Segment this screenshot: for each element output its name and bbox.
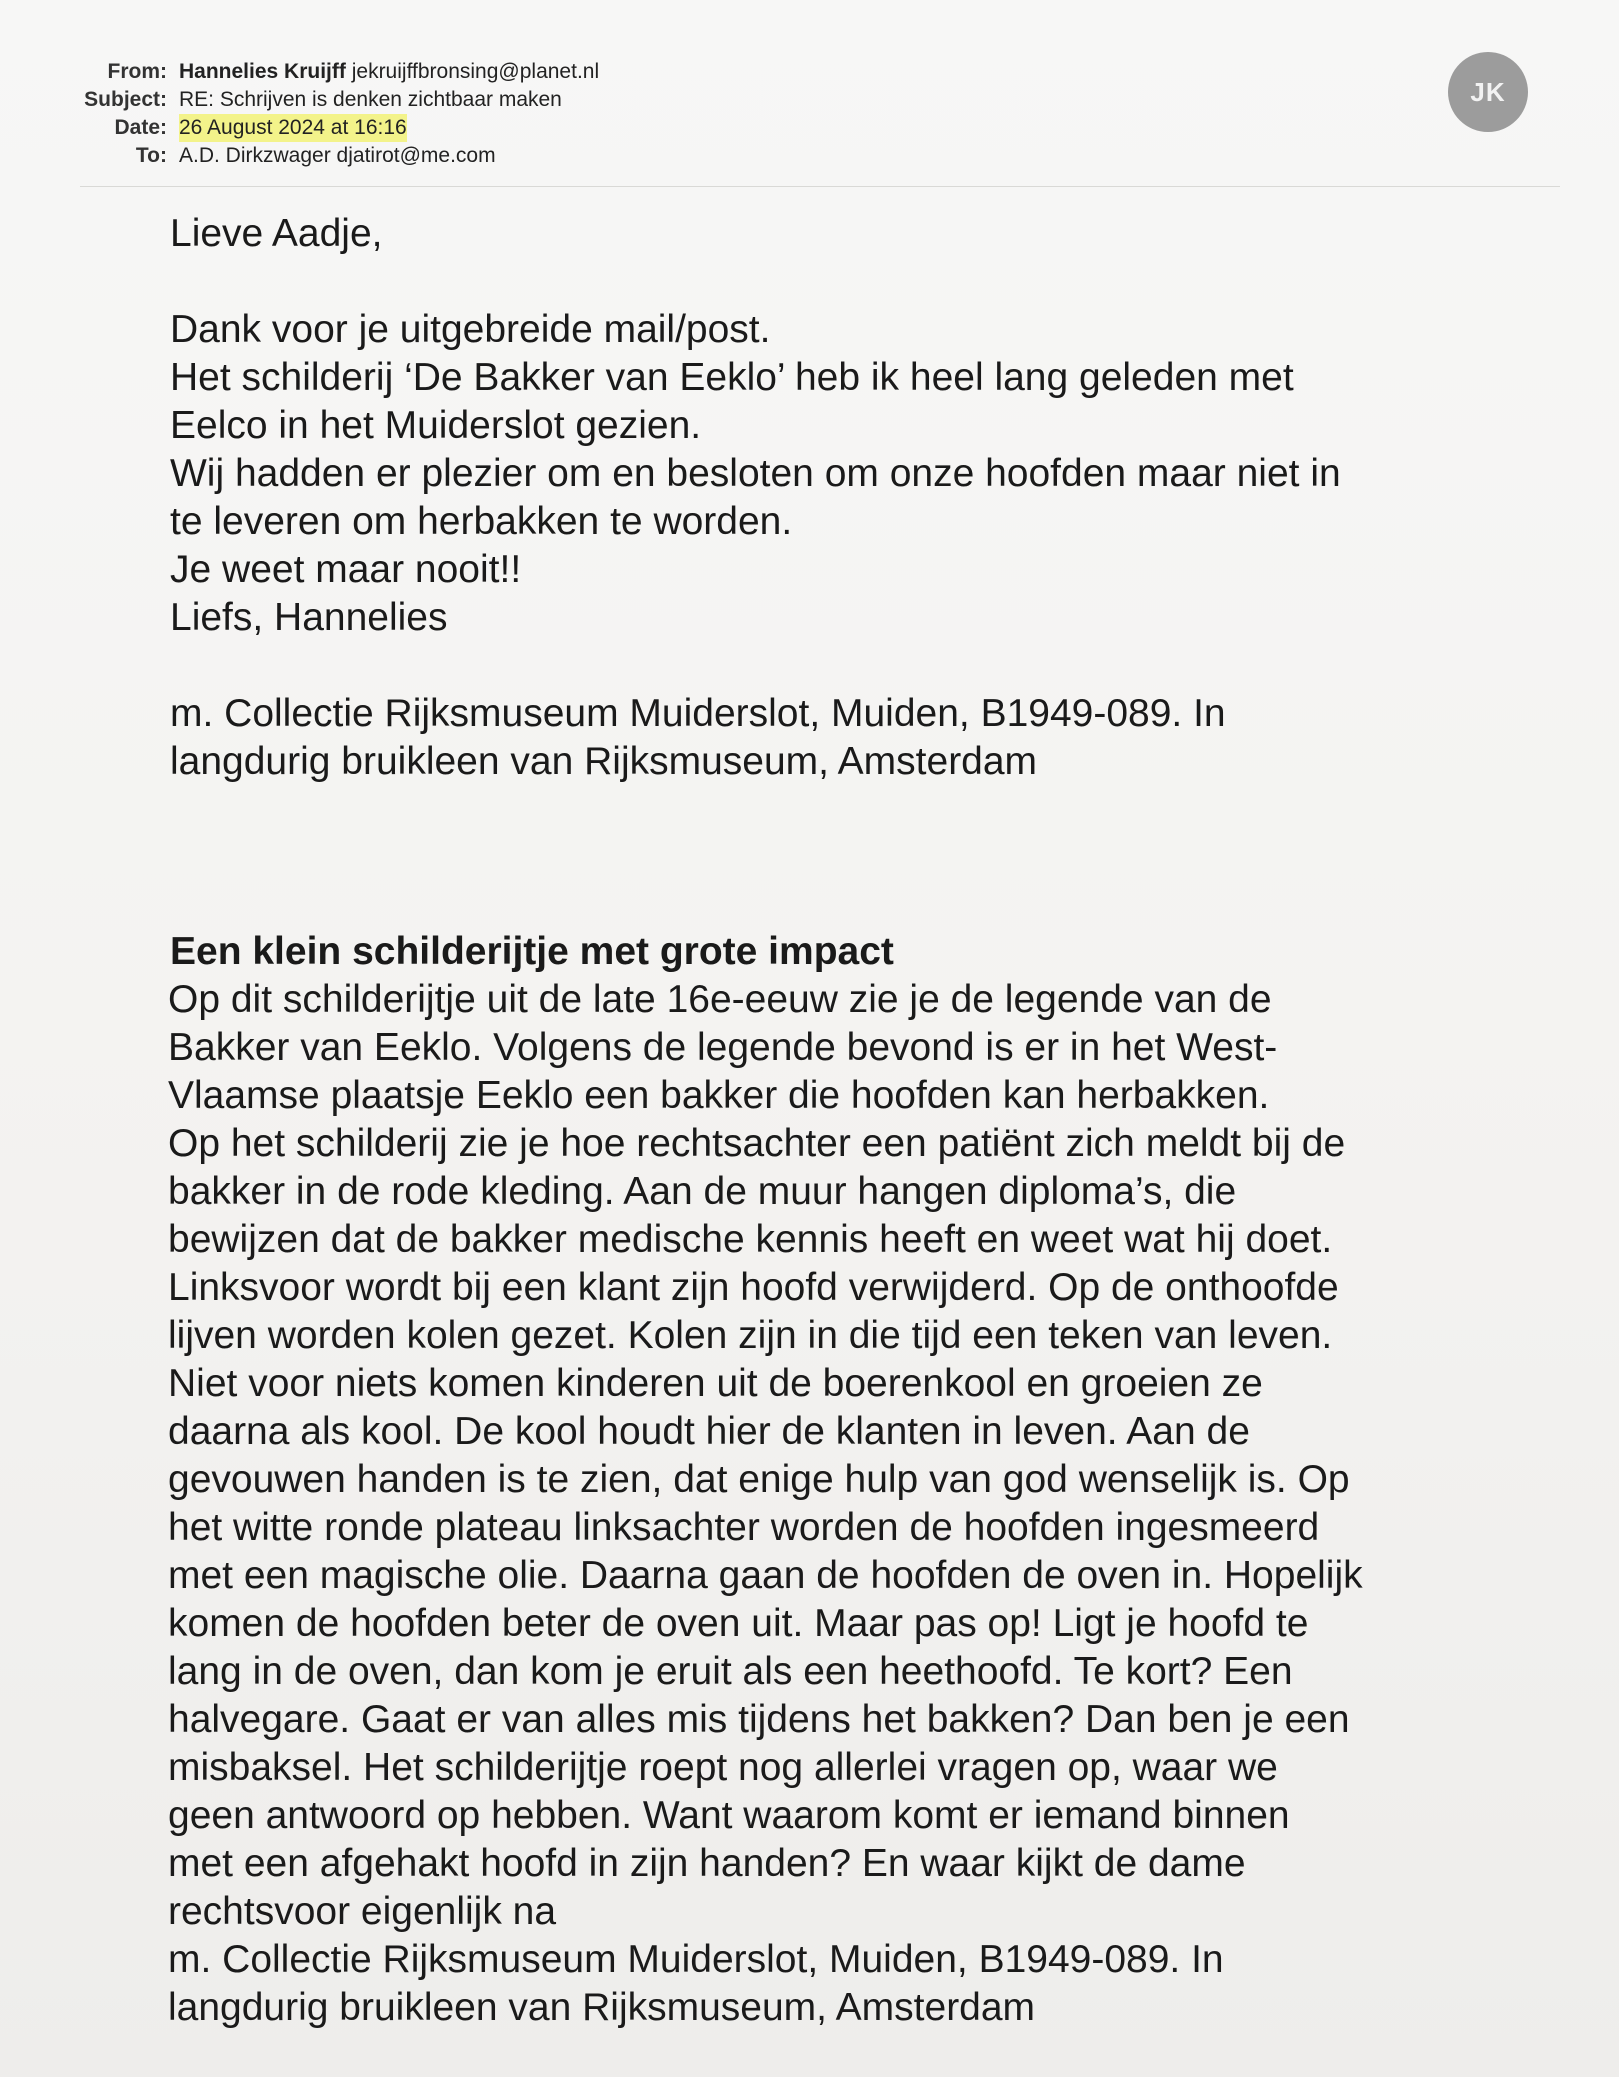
date-label: Date: [114, 116, 167, 139]
article-line: halvegare. Gaat er van alles mis tijdens het bakken? Dan ben je een [168, 1698, 1350, 1741]
article-line: daarna als kool. De kool houdt hier de klanten in leven. Aan de [168, 1410, 1250, 1453]
subject-row [0, 86, 760, 114]
subject-value: RE: Schrijven is denken zichtbaar maken [179, 88, 562, 111]
article-line: geen antwoord op hebben. Want waarom komt er iemand binnen [168, 1794, 1290, 1837]
subject-label: Subject: [84, 88, 167, 111]
header-divider [80, 186, 1560, 187]
article-line: Op het schilderij zie je hoe rechtsachter een patiënt zich meldt bij de [168, 1122, 1346, 1165]
from-label: From: [107, 60, 167, 83]
article-line: Niet voor niets komen kinderen uit de boerenkool en groeien ze [168, 1362, 1263, 1405]
article-heading: Een klein schilderijtje met grote impact [170, 930, 894, 973]
article-line: met een magische olie. Daarna gaan de hoofden de oven in. Hopelijk [168, 1554, 1363, 1597]
reply-line: Wij hadden er plezier om en besloten om onze hoofden maar niet in [170, 452, 1341, 495]
to-row [0, 142, 760, 170]
article-line: het witte ronde plateau linksachter worden de hoofden ingesmeerd [168, 1506, 1320, 1549]
reply-line: Eelco in het Muiderslot gezien. [170, 404, 702, 447]
article-line: misbaksel. Het schilderijtje roept nog allerlei vragen op, waar we [168, 1746, 1278, 1789]
email-header [0, 58, 760, 170]
from-row [0, 58, 760, 86]
date-value: 26 August 2024 at 16:16 [179, 114, 407, 142]
to-email: djatirot@me.com [336, 144, 496, 167]
email-body [170, 210, 1570, 2032]
article-line: Bakker van Eeklo. Volgens de legende bevond is er in het West- [168, 1026, 1278, 1069]
date-row [0, 114, 760, 142]
article-line: Op dit schilderijtje uit de late 16e-eeuw zie je de legende van de [168, 978, 1272, 1021]
article-line: lang in de oven, dan kom je eruit als een heethoofd. Te kort? Een [168, 1650, 1293, 1693]
reply-line: te leveren om herbakken te worden. [170, 500, 793, 543]
article-line: komen de hoofden beter de oven uit. Maar pas op! Ligt je hoofd te [168, 1602, 1309, 1645]
article-line: bewijzen dat de bakker medische kennis heeft en weet wat hij doet. [168, 1218, 1333, 1261]
reply-caption-line: langdurig bruikleen van Rijksmuseum, Amsterdam [170, 740, 1038, 783]
from-email: jekruijffbronsing@planet.nl [351, 60, 600, 83]
article-line: lijven worden kolen gezet. Kolen zijn in die tijd een teken van leven. [168, 1314, 1333, 1357]
greeting: Lieve Aadje, [170, 212, 383, 255]
article-line: bakker in de rode kleding. Aan de muur hangen diploma’s, die [168, 1170, 1237, 1213]
article-line: met een afgehakt hoofd in zijn handen? En waar kijkt de dame [168, 1842, 1246, 1885]
from-name: Hannelies Kruijff [179, 60, 346, 83]
to-label: To: [135, 144, 167, 167]
reply-line: Het schilderij ‘De Bakker van Eeklo’ heb ik heel lang geleden met [170, 356, 1294, 399]
to-name: A.D. Dirkzwager [179, 144, 331, 167]
article-caption-line: langdurig bruikleen van Rijksmuseum, Amsterdam [168, 1986, 1036, 2029]
article-text [168, 976, 1570, 2032]
sender-avatar: JK [1448, 52, 1528, 132]
reply-caption-line: m. Collectie Rijksmuseum Muiderslot, Muiden, B1949-089. In [170, 692, 1226, 735]
article-line: rechtsvoor eigenlijk na [168, 1890, 557, 1933]
article-line: Vlaamse plaatsje Eeklo een bakker die hoofden kan herbakken. [168, 1074, 1270, 1117]
reply-signature: Liefs, Hannelies [170, 596, 448, 639]
article-line: Linksvoor wordt bij een klant zijn hoofd verwijderd. Op de onthoofde [168, 1266, 1339, 1309]
reply-line: Dank voor je uitgebreide mail/post. [170, 308, 771, 351]
article-line: gevouwen handen is te zien, dat enige hulp van god wenselijk is. Op [168, 1458, 1350, 1501]
article-caption-line: m. Collectie Rijksmuseum Muiderslot, Muiden, B1949-089. In [168, 1938, 1224, 1981]
reply-line: Je weet maar nooit!! [170, 548, 522, 591]
